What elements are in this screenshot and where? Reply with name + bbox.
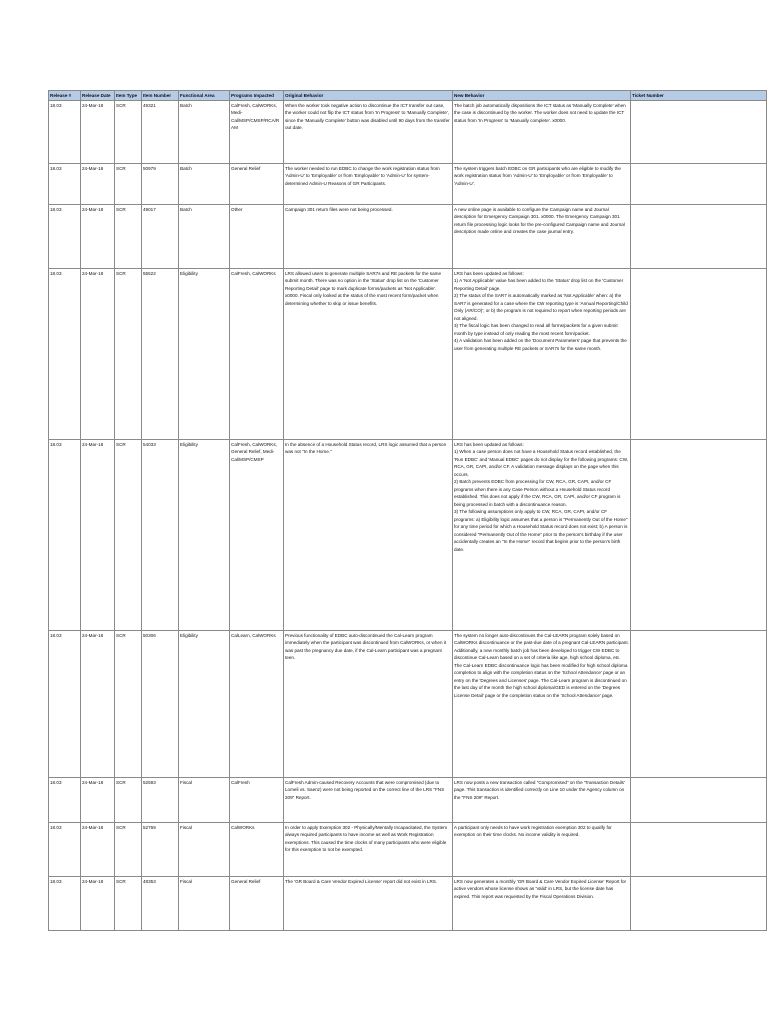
header-release-date: Release Date bbox=[81, 91, 115, 101]
release-date-cell: 24-Mar-18 bbox=[81, 630, 115, 777]
release-date-cell: 24-Mar-18 bbox=[81, 876, 115, 930]
functional-area-cell: Eligibility bbox=[179, 630, 230, 777]
new-behavior-cell: The system triggers batch EDBC on GR participants who are eligible to modify the work registration status from 'Admin-U' to 'Employable' or from 'Employable' to 'Admin-U'. bbox=[453, 163, 631, 204]
table-row bbox=[49, 439, 767, 630]
item-number-cell: 49321 bbox=[142, 100, 179, 163]
release-date-cell: 24-Mar-18 bbox=[81, 268, 115, 439]
table-row bbox=[49, 822, 767, 876]
new-behavior-cell: LRS now posts a new transaction called "Compromised" on the 'Transaction Details' page. This transaction is identified correctly on Line 10 under the Agency column on the "FNS 209" Report. bbox=[453, 777, 631, 822]
new-behavior-cell: A participant only needs to have work registration exemption 302 to qualify for exemption on their time clocks. No income validity is required. bbox=[453, 822, 631, 876]
release-date-cell: 24-Mar-18 bbox=[81, 822, 115, 876]
header-new-behavior: New Behavior bbox=[453, 91, 631, 101]
release-cell: 18.03 bbox=[49, 268, 81, 439]
header-item-number: Item Number bbox=[142, 91, 179, 101]
original-behavior-cell: LRS allowed users to generate multiple SAR7s and RE packets for the same submit month. There was no option in the 'Status' drop list on the 'Customer Reporting Detail' page to mark duplicate forms/packets as 'Not Applicable'. x0000. Fiscal only looked at the status of the most recent form/packet when determining whether to skip or issue benefits. bbox=[284, 268, 453, 439]
item-type-cell: SCR bbox=[115, 204, 142, 268]
item-number-cell: 48353 bbox=[142, 876, 179, 930]
original-behavior-cell: Previous functionality of EDBC auto-discontinued the Cal-Learn program immediately when the participant was discontinued from CalWORKs, or when it was past the pregnancy due date, if the Cal-Learn participant was a pregnant teen. bbox=[284, 630, 453, 777]
programs-impacted-cell: CalWORKs bbox=[230, 822, 284, 876]
new-behavior-cell: LRS now generates a monthly 'GR Board & Care Vendor Expired License' Report for active vendors whose license shows as 'Valid' in LRS, but the license date has expired. This report was requested by the Fiscal Operations Division. bbox=[453, 876, 631, 930]
new-behavior-cell: The system no longer auto-discontinues the Cal-LEARN program solely based on CalWORKs discontinuance or the past-due date of a pregnant Cal-LEARN participant. Additionally, a new monthly batch job has been developed to trigger CW EDBC to discontinue Cal-Learn based on a set of criteria like age, high school diploma, etc. The Cal-Learn EDBC discontinuance logic has been modified for high school diploma completion to align with the completion status on the 'School Attendance' page or an entry on the 'Degrees and Licenses' page. The Cal-Learn program is discontinued on the last day of the month the high school diploma/GED is entered on the 'Degrees License Detail' page or the completion status on the 'School Attendance' page. bbox=[453, 630, 631, 777]
item-number-cell: 50979 bbox=[142, 163, 179, 204]
release-cell: 18.03 bbox=[49, 204, 81, 268]
original-behavior-cell: Campaign 301 return files were not being processed. bbox=[284, 204, 453, 268]
release-cell: 18.03 bbox=[49, 163, 81, 204]
release-date-cell: 24-Mar-18 bbox=[81, 777, 115, 822]
item-type-cell: SCR bbox=[115, 876, 142, 930]
ticket-number-cell bbox=[631, 630, 767, 777]
item-type-cell: SCR bbox=[115, 163, 142, 204]
header-programs-impacted: Programs Impacted bbox=[230, 91, 284, 101]
original-behavior-cell: When the worker took negative action to discontinue the ICT transfer out case, the worker could not flip the ICT status from 'In Progress' to 'Manually Complete', since the 'Manually Complete' button was disabled until 90 days from the transfer out date. bbox=[284, 100, 453, 163]
release-date-cell: 24-Mar-18 bbox=[81, 100, 115, 163]
original-behavior-cell: In order to apply Exemption 302 - Physically/Mentally Incapacitated, the System always required participants to have income as well as Work Registration exemptions. This caused the time clocks of many participants who were eligible for this exemption to not be exempted. bbox=[284, 822, 453, 876]
functional-area-cell: Eligibility bbox=[179, 439, 230, 630]
ticket-number-cell bbox=[631, 163, 767, 204]
item-number-cell: 49017 bbox=[142, 204, 179, 268]
ticket-number-cell bbox=[631, 777, 767, 822]
original-behavior-cell: In the absence of a Household Status record, LRS logic assumed that a person was not "In the Home." bbox=[284, 439, 453, 630]
functional-area-cell: Batch bbox=[179, 204, 230, 268]
table-row bbox=[49, 204, 767, 268]
new-behavior-cell: A new online page is available to configure the Campaign name and Journal description for Emergency Campaign 301. x0000. The Emergency Campaign 301 return file processing logic looks for the pre-configured Campaign name and Journal description made online and creates the case journal entry. bbox=[453, 204, 631, 268]
table-row bbox=[49, 777, 767, 822]
ticket-number-cell bbox=[631, 268, 767, 439]
header-ticket-number: Ticket Number bbox=[631, 91, 767, 101]
item-number-cell: 50306 bbox=[142, 630, 179, 777]
functional-area-cell: Fiscal bbox=[179, 777, 230, 822]
release-date-cell: 24-Mar-18 bbox=[81, 204, 115, 268]
functional-area-cell: Fiscal bbox=[179, 876, 230, 930]
item-type-cell: SCR bbox=[115, 268, 142, 439]
programs-impacted-cell: General Relief bbox=[230, 163, 284, 204]
header-row bbox=[49, 91, 767, 101]
release-cell: 18.03 bbox=[49, 822, 81, 876]
item-type-cell: SCR bbox=[115, 777, 142, 822]
release-cell: 18.03 bbox=[49, 876, 81, 930]
functional-area-cell: Batch bbox=[179, 163, 230, 204]
header-item-type: Item Type bbox=[115, 91, 142, 101]
ticket-number-cell bbox=[631, 822, 767, 876]
release-cell: 18.03 bbox=[49, 100, 81, 163]
programs-impacted-cell: CalFresh bbox=[230, 777, 284, 822]
item-type-cell: SCR bbox=[115, 439, 142, 630]
functional-area-cell: Batch bbox=[179, 100, 230, 163]
table-row bbox=[49, 100, 767, 163]
new-behavior-cell: LRS has been updated as follows: 1) A 'Not Applicable' value has been added to the 'Status' drop list on the 'Customer Reporting Detail' page. 2) The status of the SAR7 is automatically marked as 'Not Applicable' when: a) the SAR7 is generated for a case where the CW reporting type is 'Annual Reporting/Child Only (AR/CO)'; or b) the program is not required to report when reporting periods are not aligned. 3) The fiscal logic has been changed to read all forms/packets for a given submit month by type instead of only reading the most recent form/packet. 4) A validation has been added on the 'Document Parameters' page that prevents the user from generating multiple RE packets or SAR7s for the same month. bbox=[453, 268, 631, 439]
programs-impacted-cell: CalFresh, CalWORKs, General Relief, Medi-Cal/MSP/CMSP bbox=[230, 439, 284, 630]
ticket-number-cell bbox=[631, 876, 767, 930]
table-row bbox=[49, 630, 767, 777]
item-type-cell: SCR bbox=[115, 100, 142, 163]
ticket-number-cell bbox=[631, 100, 767, 163]
release-date-cell: 24-Mar-18 bbox=[81, 163, 115, 204]
item-type-cell: SCR bbox=[115, 630, 142, 777]
release-date-cell: 24-Mar-18 bbox=[81, 439, 115, 630]
programs-impacted-cell: General Relief bbox=[230, 876, 284, 930]
release-cell: 18.03 bbox=[49, 439, 81, 630]
functional-area-cell: Eligibility bbox=[179, 268, 230, 439]
header-original-behavior: Original Behavior bbox=[284, 91, 453, 101]
original-behavior-cell: The 'GR Board & Care Vendor Expired License' report did not exist in LRS. bbox=[284, 876, 453, 930]
ticket-number-cell bbox=[631, 439, 767, 630]
item-type-cell: SCR bbox=[115, 822, 142, 876]
original-behavior-cell: CalFresh Admin-caused Recovery Accounts that were compromised (due to Lomeli vs. Saenz) were not being reported on the correct line of the LRS "FNS 209" Report. bbox=[284, 777, 453, 822]
table-row bbox=[49, 876, 767, 930]
release-notes-table bbox=[48, 90, 767, 931]
item-number-cell: 54033 bbox=[142, 439, 179, 630]
release-cell: 18.03 bbox=[49, 777, 81, 822]
header-release: Release # bbox=[49, 91, 81, 101]
table-row bbox=[49, 163, 767, 204]
table-row bbox=[49, 268, 767, 439]
new-behavior-cell: LRS has been updated as follows: 1) When a case person does not have a Household Status record established, the 'Run EDBC' and 'Manual EDBC' pages do not display for the following programs: CW, RCA, GR, CAPI, and/or CF. A validation message displays on the page when this occurs. 2) Batch prevents EDBC from processing for CW, RCA, GR, CAPI, and/or CF programs when there is any Case Person without a Household Status record established. This does not apply if the CW, RCA, GR, CAPI, and/or CF program is being processed in batch with a discontinuance reason. 3) The following assumptions only apply to CW, RCA, GR, CAPI, and/or CF programs: a) Eligibility logic assumes that a person is "Permanently Out of the Home" for any time period for which a Household Status record does not exist; b) A person is considered "Permanently Out of the Home" prior to the person's birthday if the user accidentally creates an "In the Home" record that begins prior to the person's birth date. bbox=[453, 439, 631, 630]
programs-impacted-cell: CalFresh, CalWORKs, Medi-Cal/MSP/CMSP/RCA/RAM bbox=[230, 100, 284, 163]
header-functional-area: Functional Area bbox=[179, 91, 230, 101]
original-behavior-cell: The worker needed to run EDBC to change the work registration status from 'Admin-U' to 'Employable' or from 'Employable' to 'Admin-U' for system-determined Admin-U Reasons of GR Participants. bbox=[284, 163, 453, 204]
item-number-cell: 52769 bbox=[142, 822, 179, 876]
ticket-number-cell bbox=[631, 204, 767, 268]
programs-impacted-cell: Other bbox=[230, 204, 284, 268]
functional-area-cell: Fiscal bbox=[179, 822, 230, 876]
programs-impacted-cell: CalLearn, CalWORKs bbox=[230, 630, 284, 777]
item-number-cell: 55522 bbox=[142, 268, 179, 439]
programs-impacted-cell: CalFresh, CalWORKs bbox=[230, 268, 284, 439]
new-behavior-cell: The batch job automatically dispositions the ICT status as 'Manually Complete' when the case is discontinued by the worker. The worker does not need to update the ICT status from 'In Progress' to 'Manually complete'. x0000. bbox=[453, 100, 631, 163]
release-cell: 18.03 bbox=[49, 630, 81, 777]
item-number-cell: 52593 bbox=[142, 777, 179, 822]
